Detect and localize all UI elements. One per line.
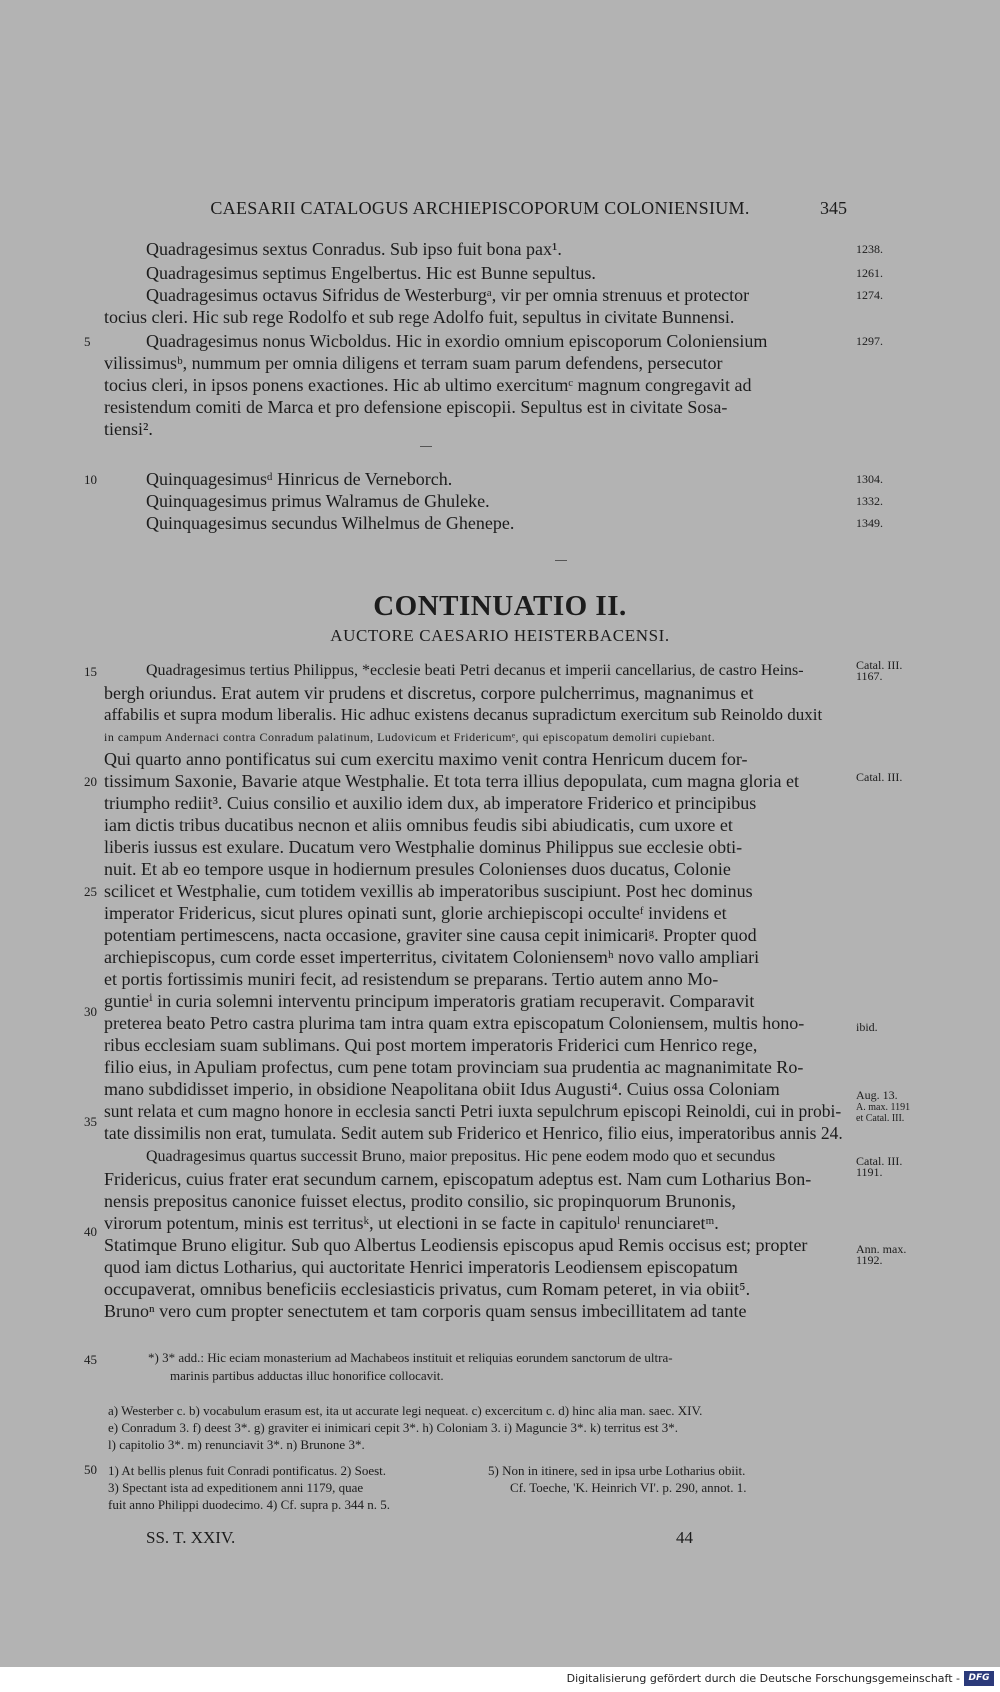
- body-line: liberis iussus est exulare. Ducatum vero Westphalie dominus Philippus sue ecclesie obti-: [104, 837, 743, 857]
- apparatus-line: a) Westerber c. b) vocabulum erasum est, ita ut accurate legi nequeat. c) excercitum c. d) hinc alia man. saec. XIV.: [108, 1403, 703, 1418]
- body-line: tissimum Saxonie, Bavarie atque Westphalie. Et tota terra illius depopulata, cum magna gloria et: [104, 771, 800, 791]
- line-number: 30: [84, 1004, 97, 1019]
- body-line: Quadragesimus quartus successit Bruno, maior prepositus. Hic pene eodem modo quo et secundus: [146, 1148, 776, 1165]
- line-number: 50: [84, 1462, 97, 1477]
- catalogue-date: 1297.: [856, 334, 883, 348]
- section-subtitle: AUCTORE CAESARIO HEISTERBACENSI.: [330, 626, 670, 645]
- catalogue-line: Quinquagesimus secundus Wilhelmus de Ghenepe.: [146, 513, 515, 533]
- body-line: nensis prepositus canonice fuisset electus, prodito consilio, sic propinquorum Brunonis,: [104, 1191, 736, 1211]
- body-line: filio eius, in Apuliam profectus, cum pene totam provinciam sua prudentia ac magnanimitate Ro-: [104, 1057, 804, 1077]
- body-line: Brunoⁿ vero cum propter senectutem et tam corporis quam sensus imbecillitatem ad tante: [104, 1301, 747, 1321]
- body-line: virorum potentum, minis est territusᵏ, ut electioni in se facte in capituloˡ renunciaretᵐ.: [104, 1213, 719, 1233]
- catalogue-date: 1349.: [856, 516, 883, 530]
- body-line: bergh oriundus. Erat autem vir prudens et discretus, corpore pulcherrimus, magnanimus et: [104, 683, 754, 703]
- catalogue-date: 1261.: [856, 266, 883, 280]
- body-line: imperator Fridericus, sicut plures opinati sunt, glorie archiepiscopi occulteᶠ invidens et: [104, 903, 727, 923]
- body-line: Quadragesimus tertius Philippus, *ecclesie beati Petri decanus et imperii cancellarius, de castro Heins-: [146, 662, 804, 679]
- body-line: affabilis et supra modum liberalis. Hic adhuc existens decanus supradictum exercitum sub Reinoldo duxit: [104, 705, 823, 724]
- sheet-signature: 44: [676, 1528, 693, 1547]
- line-number: 35: [84, 1114, 97, 1129]
- separator: [555, 560, 567, 561]
- catalogue-date: 1332.: [856, 494, 883, 508]
- note-left: fuit anno Philippi duodecimo. 4) Cf. supra p. 344 n. 5.: [108, 1497, 391, 1512]
- catalogue-date: 1274.: [856, 288, 883, 302]
- dfg-logo-icon: DFG: [964, 1671, 994, 1686]
- catalogue-line: Quadragesimus septimus Engelbertus. Hic est Bunne sepultus.: [146, 263, 596, 283]
- catalogue-line: Quinquagesimusᵈ Hinricus de Verneborch.: [146, 469, 453, 489]
- dfg-credit: Digitalisierung gefördert durch die Deutsche Forschungsgemeinschaft -: [566, 1672, 960, 1685]
- note-left: 1) At bellis plenus fuit Conradi pontificatus. 2) Soest.: [108, 1463, 387, 1478]
- catalogue-date: 1238.: [856, 242, 883, 256]
- margin-note: Ann. max. 1192.: [856, 1242, 907, 1267]
- body-line: Fridericus, cuius frater erat secundum carnem, episcopatum adeptus est. Nam cum Lotharius Bon-: [104, 1169, 812, 1189]
- page-number: 345: [820, 198, 847, 218]
- body-line: et portis fortissimis muniri fecit, ad resistendum se preparans. Tertio autem anno Mo-: [104, 969, 719, 989]
- margin-note: Aug. 13.: [856, 1088, 898, 1102]
- catalogue-line: Quadragesimus octavus Sifridus de Westerburgᵃ, vir per omnia strenuus et protector: [146, 285, 750, 305]
- body-line: potentiam pertimescens, nacta occasione, graviter sine causa cepit inimicariᵍ. Propter quod: [104, 925, 757, 945]
- catalogue-line: tiensi².: [104, 419, 153, 439]
- section-title: CONTINUATIO II.: [373, 590, 627, 622]
- note-right: Cf. Toeche, 'K. Heinrich VI'. p. 290, annot. 1.: [510, 1480, 747, 1495]
- body-line: occupaverat, omnibus beneficiis ecclesiasticis privatus, cum Romam peteret, in via obiit⁵.: [104, 1279, 751, 1299]
- line-number: 15: [84, 664, 97, 679]
- catalogue-line: Quinquagesimus primus Walramus de Ghuleke.: [146, 491, 490, 511]
- body-line: Qui quarto anno pontificatus sui cum exercitu maximo venit contra Henricum ducem for-: [104, 749, 748, 769]
- catalogue-date: 1304.: [856, 472, 883, 486]
- body-line: archiepiscopus, cum corde esset imperterritus, civitatem Coloniensemʰ novo vallo ampliari: [104, 947, 760, 967]
- catalogue-line: tocius cleri. Hic sub rege Rodolfo et sub rege Adolfo fuit, sepultus in civitate Bunnensi.: [104, 307, 735, 327]
- line-number: 25: [84, 884, 97, 899]
- body-line: guntieⁱ in curia solemni interventu principum imperatoris gratiam recuperavit. Comparavit: [104, 991, 755, 1011]
- margin-note: Catal. III. 1191.: [856, 1154, 903, 1179]
- margin-note: Catal. III. 1167.: [856, 658, 903, 683]
- body-line: triumpho rediit³. Cuius consilio et auxilio idem dux, ab imperatore Friderico et principibus: [104, 793, 757, 813]
- body-line: ribus ecclesiam suam sublimans. Qui post mortem imperatoris Friderici cum Henrico rege,: [104, 1035, 758, 1055]
- line-number: 10: [84, 472, 97, 487]
- note-left: 3) Spectant ista ad expeditionem anni 1179, quae: [108, 1480, 364, 1495]
- series-signature: SS. T. XXIV.: [146, 1528, 236, 1547]
- catalogue-line: Quadragesimus sextus Conradus. Sub ipso fuit bona pax¹.: [146, 239, 562, 259]
- body-line: preterea beato Petro castra plurima tam intra quam extra episcopatum Coloniensem, multis hono-: [104, 1013, 805, 1033]
- note-right: 5) Non in itinere, sed in ipsa urbe Lotharius obiit.: [488, 1463, 746, 1478]
- body-line: iam dictis tribus ducatibus necnon et aliis omnibus feudis sibi abiudicatis, cum uxore et: [104, 815, 733, 835]
- line-number: 40: [84, 1224, 97, 1239]
- margin-note: ibid.: [856, 1020, 878, 1034]
- line-number: 5: [84, 334, 91, 349]
- apparatus-line: l) capitolio 3*. m) renunciavit 3*. n) Brunone 3*.: [108, 1437, 365, 1452]
- catalogue-line: vilissimusᵇ, nummum per omnia diligens et terram suam parum defendens, persecutor: [104, 353, 723, 373]
- apparatus-line: e) Conradum 3. f) deest 3*. g) graviter ei inimicari cepit 3*. h) Coloniam 3. i) Magunciе 3*. k) territus est 3*.: [108, 1420, 679, 1435]
- separator: [420, 446, 432, 447]
- catalogue-line: resistendum comiti de Marca et pro defensione episcopii. Sepultus est in civitate Sosa-: [104, 397, 728, 417]
- line-number: 45: [84, 1352, 97, 1367]
- margin-note: Catal. III.: [856, 770, 903, 784]
- margin-note: A. max. 1191 et Catal. III.: [856, 1102, 911, 1124]
- footer-bar: [0, 1667, 1000, 1692]
- body-line: sunt relata et cum magno honore in ecclesia sancti Petri iuxta sepulchrum episcopi Reinoldi, cui in probi-: [104, 1101, 842, 1121]
- body-line: nuit. Et ab eo tempore usque in hodiernum presules Colonienses duos ducatus, Colonie: [104, 859, 731, 879]
- body-line: mano subdidisset imperio, in obsidione Neapolitana obiit Idus Augusti⁴. Cuius ossa Coloniam: [104, 1079, 780, 1099]
- catalogue-line: Quadragesimus nonus Wicboldus. Hic in exordio omnium episcoporum Coloniensium: [146, 331, 768, 351]
- running-title: CAESARII CATALOGUS ARCHIEPISCOPORUM COLONIENSIUM.: [210, 198, 750, 218]
- catalogue-line: tocius cleri, in ipsos ponens exactiones. Hic ab ultimo exercitumᶜ magnum congregavit ad: [104, 375, 752, 395]
- body-line: scilicet et Westphalie, cum totidem vexillis ab imperatoribus suscipiunt. Post hec dominus: [104, 881, 753, 901]
- footnote-star: marinis partibus adductas illuc honorifice collocavit.: [170, 1368, 444, 1383]
- body-line: tate dissimilis non erat, tumulata. Sedit autem sub Friderico et Henrico, filio eius, imperatoribus annis 24.: [104, 1123, 843, 1143]
- footnote-star: *) 3* add.: Hic eciam monasterium ad Machabeos instituit et reliquias eorundem sanctorum de ultra-: [148, 1350, 673, 1365]
- body-line: Statimque Bruno eligitur. Sub quo Albertus Leodiensis episcopus apud Remis occisus est; propter: [104, 1235, 808, 1255]
- body-line: quod iam dictus Lotharius, qui auctoritate Henrici imperatoris Leodiensem episcopatum: [104, 1257, 738, 1277]
- line-number: 20: [84, 774, 97, 789]
- body-line: in campum Andernaci contra Conradum palatinum, Ludovicum et Fridericumᵉ, qui episcopatum demoliri cupiebant.: [104, 730, 716, 744]
